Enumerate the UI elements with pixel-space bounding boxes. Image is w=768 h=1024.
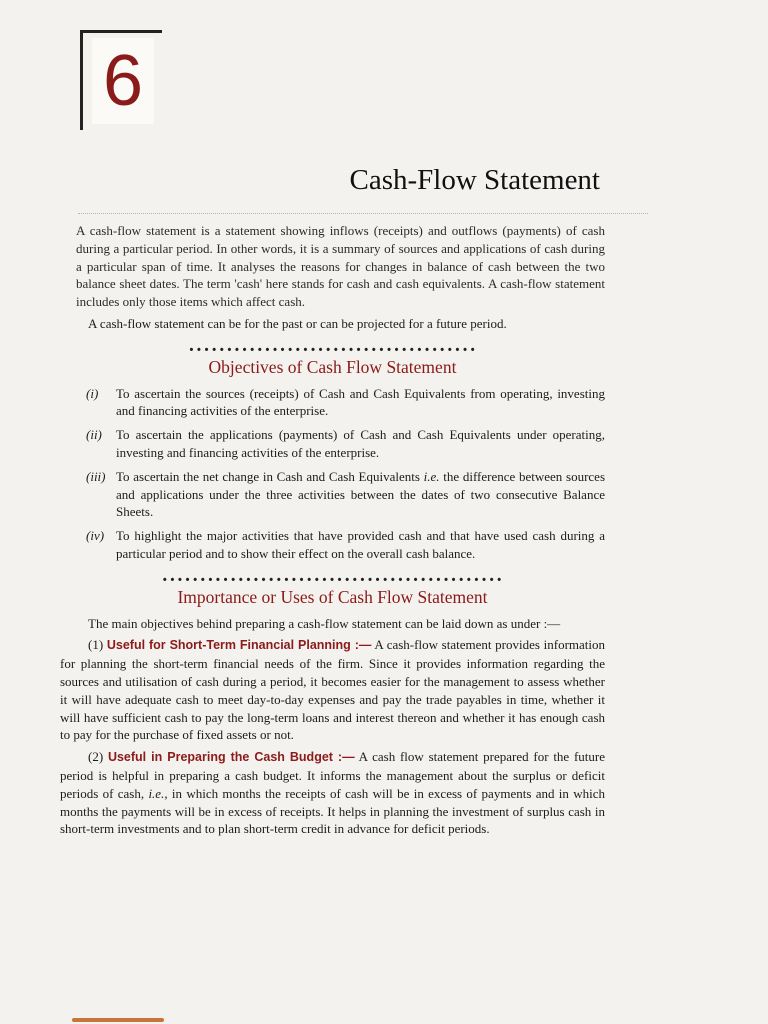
list-item: (i) To ascertain the sources (receipts) of Cash and Cash Equivalents from operating, investing and financing activities of the enterprise. [86, 385, 605, 419]
chapter-number: 6 [92, 38, 154, 124]
page-edge-mark [72, 1018, 164, 1022]
title-divider [78, 213, 648, 214]
objectives-list [60, 385, 605, 563]
list-item: (ii) To ascertain the applications (payments) of Cash and Cash Equivalents under operating, investing and financing activities of the enterprise. [86, 427, 605, 460]
objectives-heading: Objectives of Cash Flow Statement [208, 356, 457, 377]
list-item: (iv) To highlight the major activities that have provided cash and that have used cash during a particular period and to show their effect on the overall cash balance. [86, 528, 605, 561]
intro-paragraph-2: A cash-flow statement can be for the past or can be projected for a future period. [88, 315, 507, 331]
importance-point-2: (2) Useful in Preparing the Cash Budget :— A cash flow statement prepared for the future period is helpful in preparing a cash budget. It informs the management about the surplus or deficit periods of cash, i.e., in which months the receipts of cash will be in excess of payments and in which months the payments will be in excess of receipts. It helps in planning the investment of surplus cash in short-term investments and to plan short-term credit in advance for deficit periods. [60, 749, 606, 837]
list-item: (iii) To ascertain the net change in Cash and Cash Equivalents i.e. the difference between sources and applications under the three activities between the dates of two consecutive Balance Sheets. [86, 468, 606, 520]
intro-paragraph: A cash-flow statement is a statement showing inflows (receipts) and outflows (payments) of cash during a particular period. In other words, it is a summary of sources and applications of cash during a particular span of time. It analyses the reasons for changes in balance of cash between the two balance sheet dates. The term 'cash' here stands for cash and cash equivalents. A cash-flow statement includes only those items which affect cash. [76, 223, 605, 310]
importance-lead: The main objectives behind preparing a cash-flow statement can be laid down as under :— [88, 615, 561, 631]
page-title: Cash-Flow Statement [349, 164, 600, 196]
importance-point-1: (1) Useful for Short-Term Financial Planning :— A cash-flow statement provides information for planning the short-term financial needs of the firm. Since it provides information regarding the sources and utilisation of cash during a period, it becomes easier for the management to assess whether it will have adequate cash to meet day-to-day expenses and pay the trade payables in time, whether it will have sufficient cash to pay the long-term loans and interest thereon and whether it has enough cash to pay for the purchase of fixed assets or not. [60, 637, 605, 743]
section-dots-divider: •••••••••••••••••••••••••••••••••••••• [188, 344, 477, 357]
importance-heading: Importance or Uses of Cash Flow Statement [177, 586, 488, 607]
page-content [60, 222, 605, 842]
section-dots-divider: ••••••••••••••••••••••••••••••••••••••••••••• [161, 574, 504, 587]
